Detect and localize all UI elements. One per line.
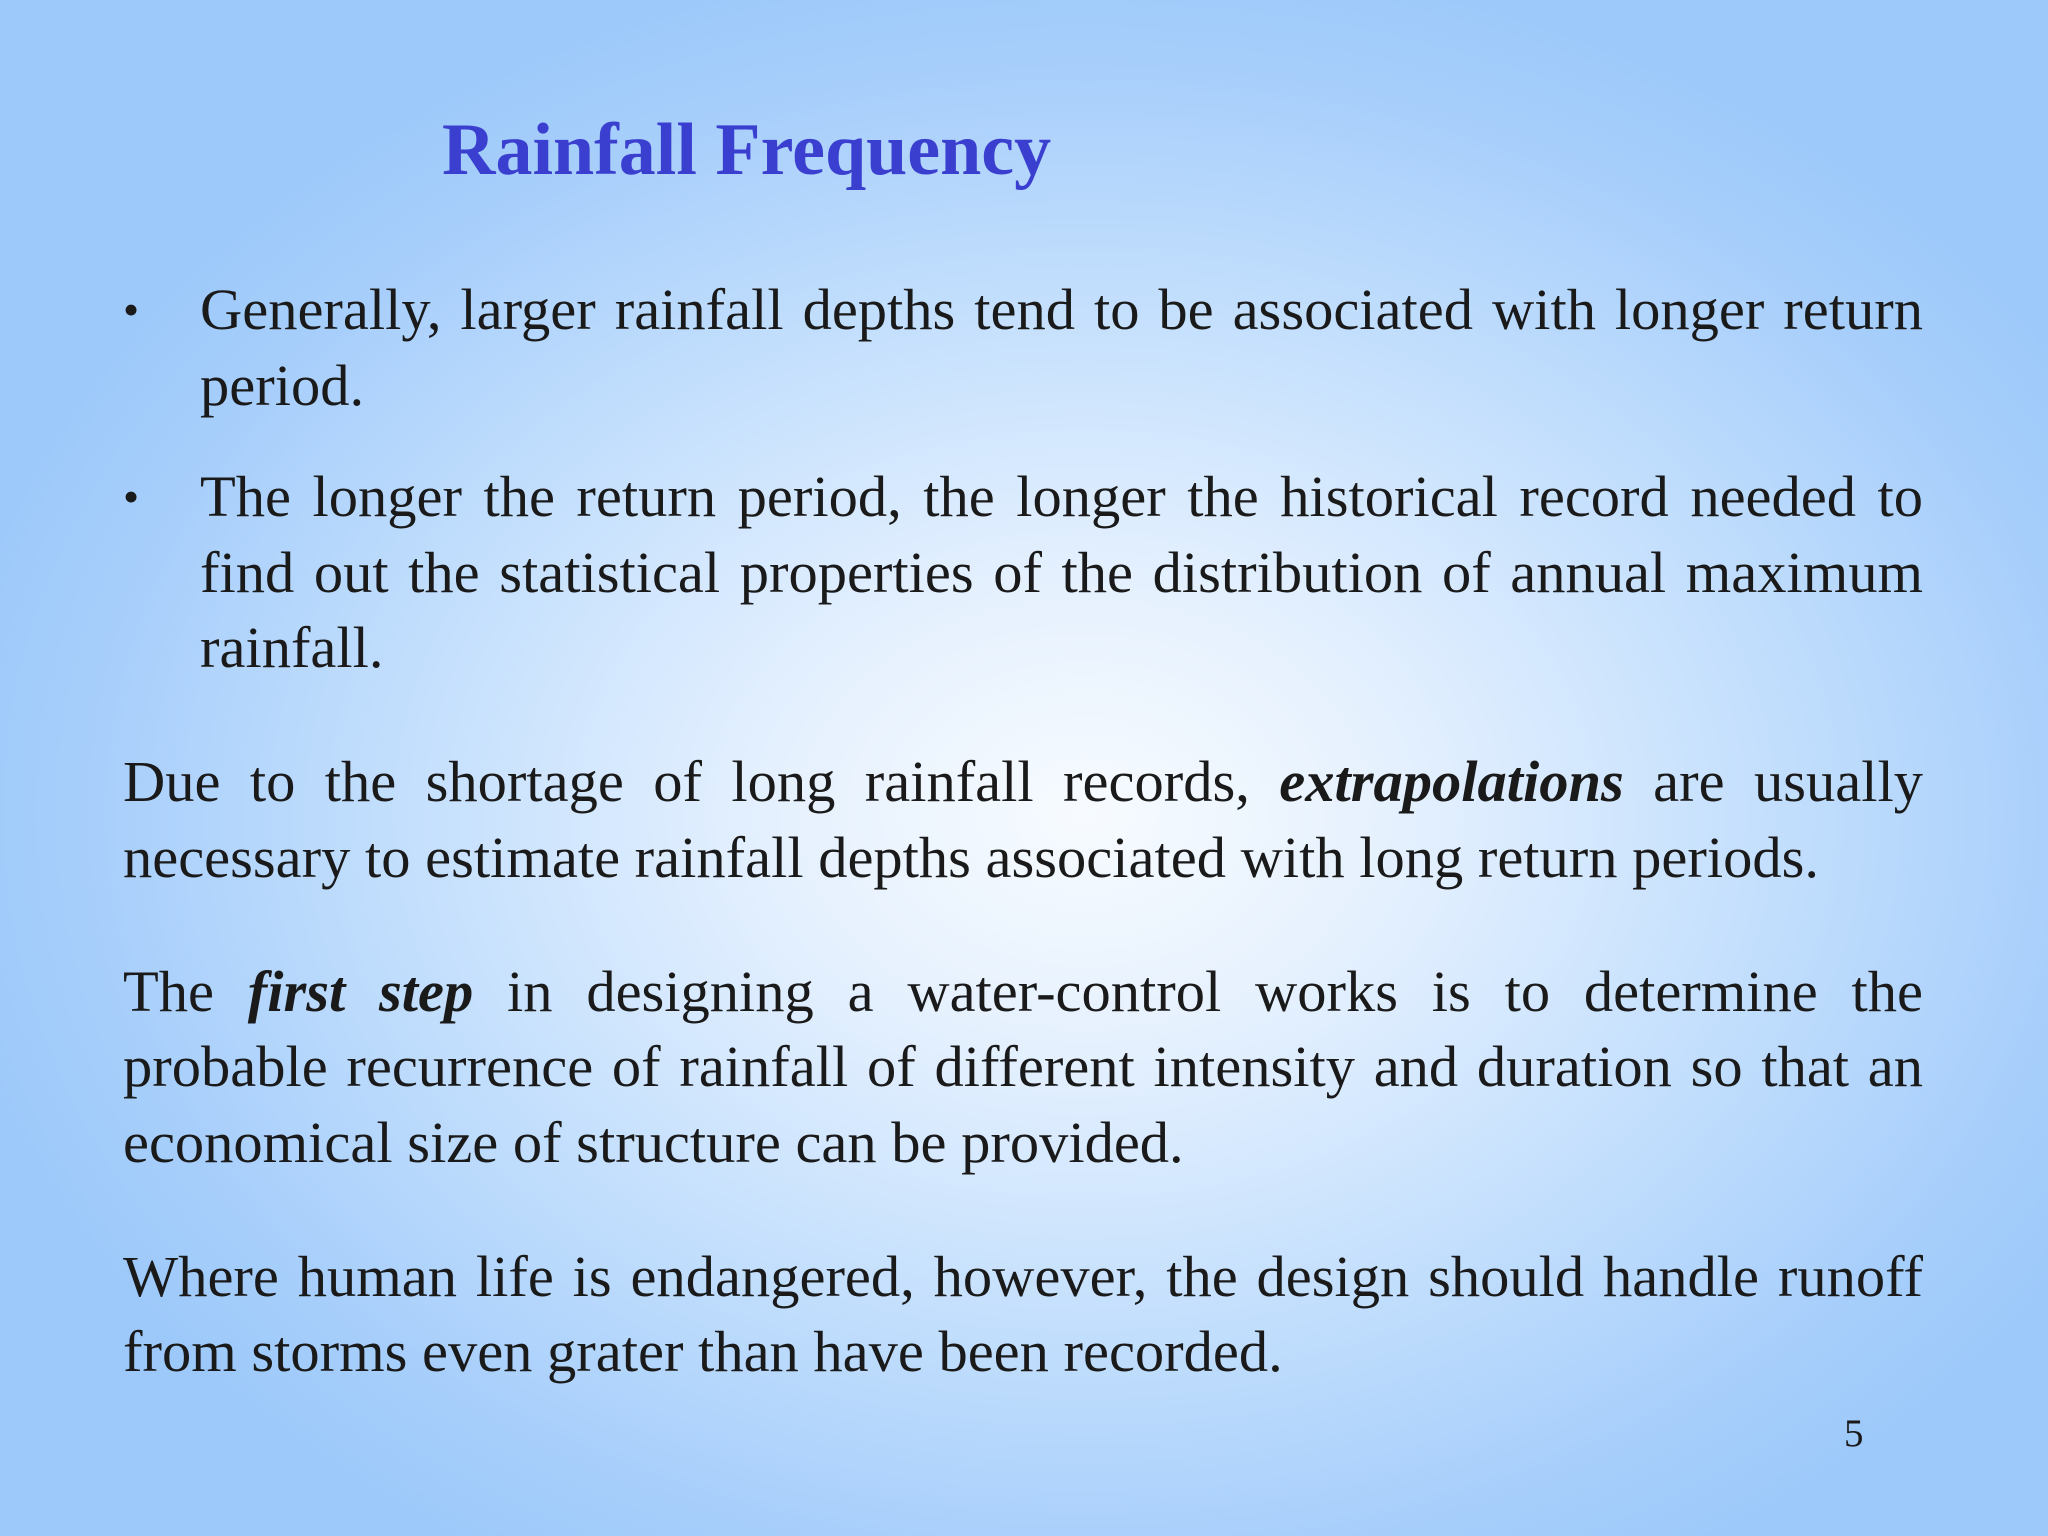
bullet-item-return-period <box>123 272 1923 423</box>
bullet-item-historical-record <box>123 459 1923 686</box>
paragraph-text-before: The <box>123 958 248 1024</box>
bullet-text: Generally, larger rainfall depths tend to be associated with longer return period. <box>200 277 1923 418</box>
paragraph-text-after: in designing a water-control works is to determine the probable recurrence of rainfall of different intensity and duration so that an economical size of structure can be provided. <box>123 958 1923 1175</box>
paragraph-extrapolations <box>123 744 1923 895</box>
slide-title: Rainfall Frequency <box>442 109 1052 191</box>
bullet-point-icon: • <box>123 471 140 522</box>
slide-body <box>123 272 1923 1390</box>
emphasis-extrapolations: extrapolations <box>1279 749 1624 814</box>
paragraph-text-before: Due to the shortage of long rainfall records, <box>123 749 1280 814</box>
emphasis-first-step: first step <box>247 958 474 1024</box>
paragraph-text-after: are usually necessary to estimate rainfall depths associated with long return periods. <box>123 749 1923 890</box>
paragraph-human-life: Where human life is endangered, however, the design should handle runoff from storms even grater than have been recorded. <box>123 1243 1923 1384</box>
bullet-text: The longer the return period, the longer the historical record needed to find out the statistical properties of the distribution of annual maximum rainfall. <box>200 464 1923 680</box>
page-number: 5 <box>1844 1412 1864 1455</box>
paragraph-first-step <box>123 954 1923 1181</box>
bullet-point-icon: • <box>123 284 140 335</box>
